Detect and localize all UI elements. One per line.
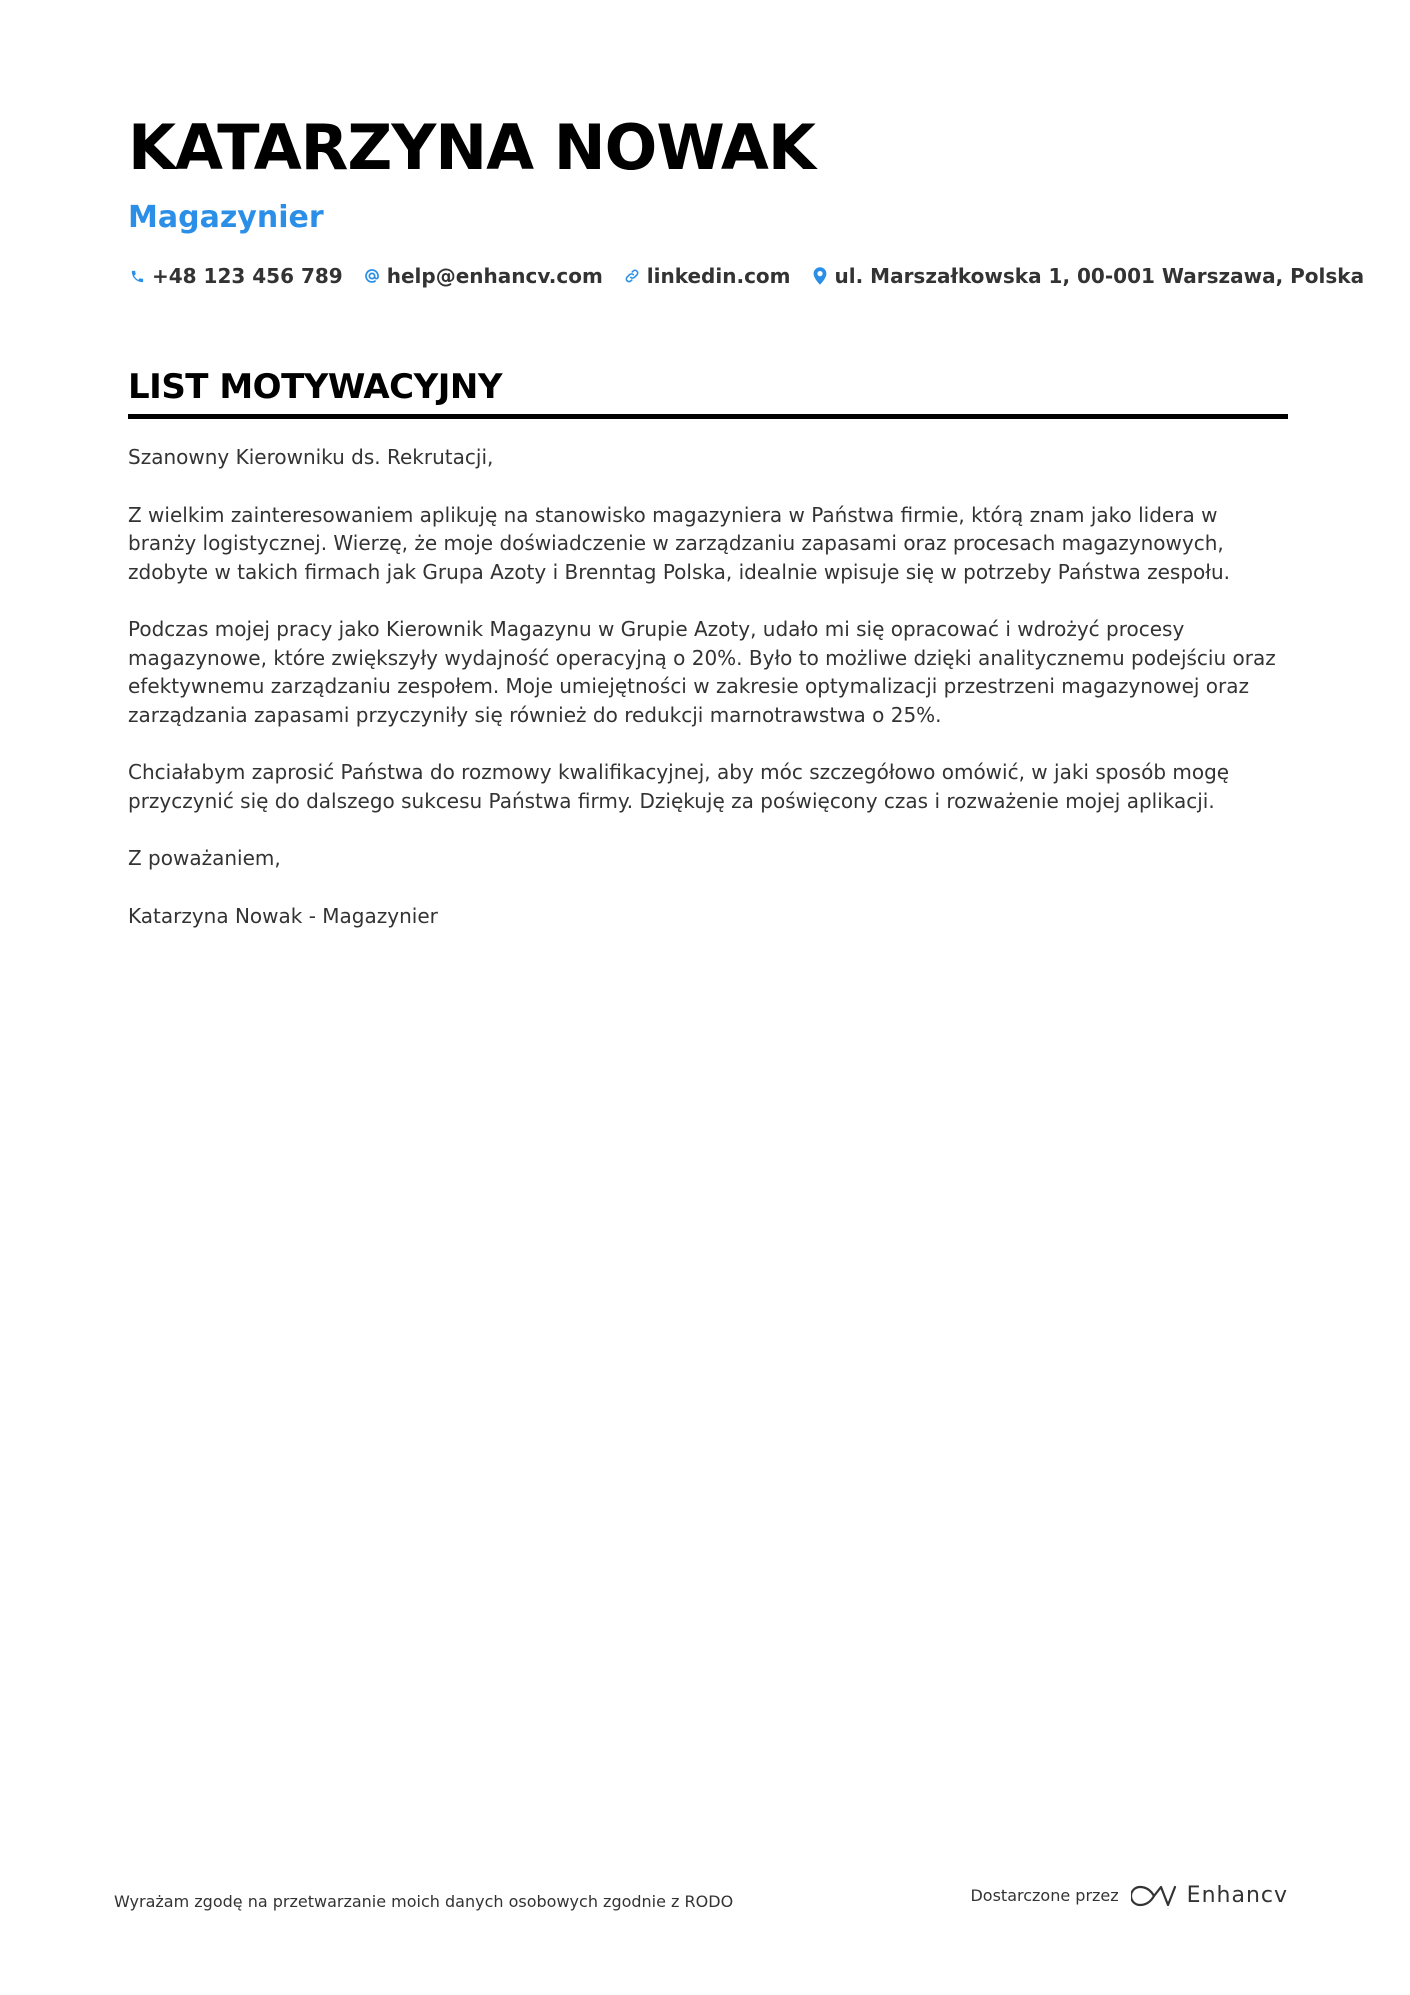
consent-text: Wyrażam zgodę na przetwarzanie moich danych osobowych zgodnie z RODO: [114, 1892, 734, 1911]
salutation: Szanowny Kierowniku ds. Rekrutacji,: [128, 445, 494, 469]
section-title: LIST MOTYWACYJNY: [128, 367, 502, 407]
contact-bar: [128, 264, 1365, 288]
contact-email[interactable]: [363, 264, 603, 288]
location-pin-icon: [811, 266, 829, 286]
email-link[interactable]: help@enhancv.com: [386, 264, 603, 288]
letter-paragraph: Z wielkim zainteresowaniem aplikuję na stanowisko magazyniera w Państwa firmie, którą znam jako lidera w branży logistycznej. Wierzę, że moje doświadczenie w zarządzaniu zapasami oraz procesach magazynowych, zdobyte w takich firmach jak Grupa Azoty i Brenntag Polska, idealnie wpisuje się w potrzeby Państwa zespołu.: [128, 502, 1231, 584]
linkedin-link[interactable]: linkedin.com: [646, 264, 791, 288]
signature: Katarzyna Nowak - Magazynier: [128, 903, 438, 928]
contact-linkedin[interactable]: [623, 264, 791, 288]
letter-paragraph: Chciałabym zaprosić Państwa do rozmowy kwalifikacyjnej, aby móc szczegółowo omówić, w jaki sposób mogę przyczynić się do dalszego sukcesu Państwa firmy. Dziękuję za poświęcony czas i rozważenie mojej aplikacji.: [128, 760, 1230, 813]
header: [128, 108, 1365, 288]
address-text: ul. Marszałkowska 1, 00-001 Warszawa, Polska: [834, 264, 1365, 288]
section-divider: [128, 414, 1288, 419]
letter-section: [128, 364, 1288, 959]
at-icon: [363, 266, 381, 286]
contact-phone: [128, 264, 343, 288]
link-icon: [623, 266, 641, 286]
brand-name: Enhancv: [1186, 1883, 1288, 1908]
candidate-name: KATARZYNA NOWAK: [128, 111, 815, 184]
phone-icon: [128, 266, 146, 286]
enhancv-logo-icon: [1131, 1884, 1177, 1908]
candidate-role: Magazynier: [128, 200, 324, 235]
powered-by[interactable]: [970, 1883, 1288, 1908]
letter-body: [128, 443, 1288, 930]
closing: Z poważaniem,: [128, 846, 281, 870]
phone-text: +48 123 456 789: [152, 264, 343, 288]
contact-address: [811, 264, 1365, 288]
powered-by-label: Dostarczone przez: [970, 1886, 1119, 1905]
letter-paragraph: Podczas mojej pracy jako Kierownik Magazynu w Grupie Azoty, udało mi się opracować i wdrożyć procesy magazynowe, które zwiększyły wydajność operacyjną o 20%. Było to możliwe dzięki analitycznemu podejściu oraz efektywnemu zarządzaniu zespołem. Moje umiejętności w zakresie optymalizacji przestrzeni magazynowej oraz zarządzania zapasami przyczyniły się również do redukcji marnotrawstwa o 25%.: [128, 617, 1276, 727]
